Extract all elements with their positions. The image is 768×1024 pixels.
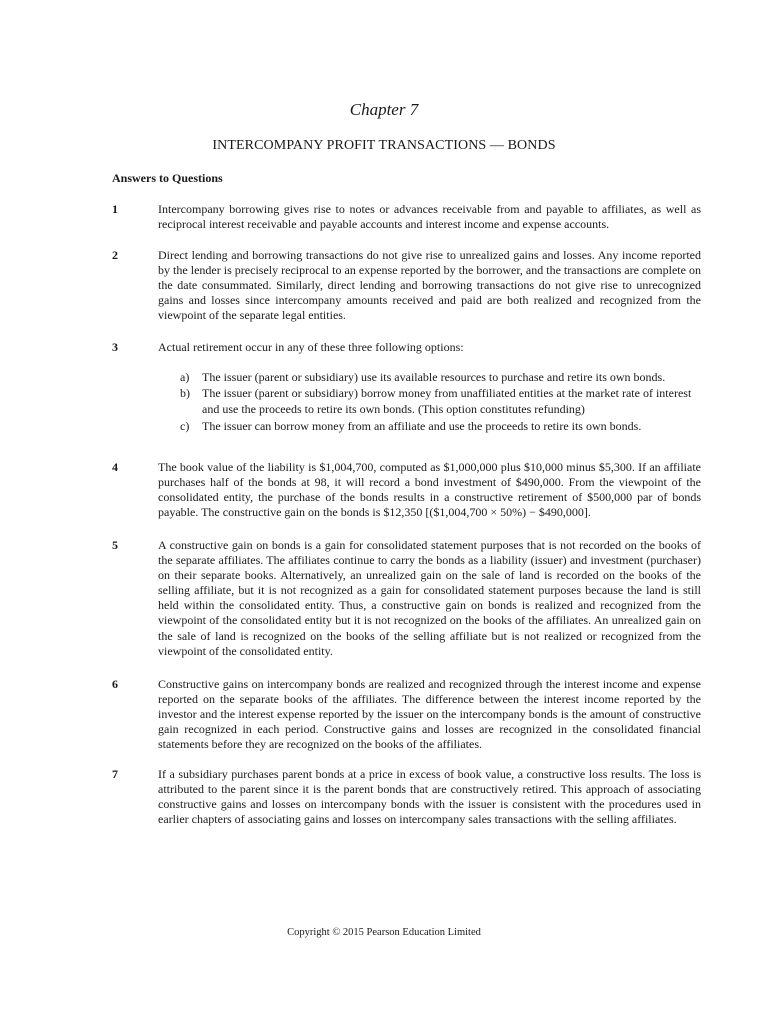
answer-7 xyxy=(112,767,701,827)
answer-4 xyxy=(112,460,701,520)
answer-number: 5 xyxy=(112,538,118,552)
answer-text: A constructive gain on bonds is a gain for consolidated statement purposes that is not recorded on the books of the separate affiliates. The affiliates continue to carry the bonds as a liability (issuer) and investment (purchaser) on their separate books. Alternatively, an unrealized gain on the sale of land is recorded on the books of the selling affiliate, but it is not recognized as a gain for consolidated statement purposes because the land is still held within the consolidated entity. Thus, a constructive gain on bonds is realized and recognized from the viewpoint of the consolidated entity but it is not recognized on the books of the affiliates. An unrealized gain on the sale of land is recognized on the books of the selling affiliate but is not realized or recognized from the viewpoint of the consolidated entity. xyxy=(158,538,701,658)
answer-text: If a subsidiary purchases parent bonds at a price in excess of book value, a constructive loss results. The loss is attributed to the parent since it is the parent bonds that are constructively retired. This approach of associating constructive gains and losses on intercompany bonds with the issuer is consistent with the procedures used in earlier chapters of associating gains and losses on intercompany sales transactions with the selling affiliates. xyxy=(158,767,701,827)
option-item xyxy=(180,418,700,434)
option-text: The issuer (parent or subsidiary) borrow money from unaffiliated entities at the market rate of interest and use the proceeds to retire its own bonds. (This option constitutes refunding) xyxy=(202,386,692,417)
answer-text: Actual retirement occur in any of these three following options: xyxy=(158,340,464,354)
answer-3 xyxy=(112,340,701,355)
chapter-label: Chapter 7 xyxy=(349,100,419,119)
option-item xyxy=(180,369,700,385)
answer-number: 7 xyxy=(112,767,118,781)
answer-1 xyxy=(112,202,701,232)
copyright-footer: Copyright © 2015 Pearson Education Limited xyxy=(287,927,481,938)
page-title: INTERCOMPANY PROFIT TRANSACTIONS — BONDS xyxy=(212,138,556,153)
option-label: a) xyxy=(180,370,190,384)
answer-number: 1 xyxy=(112,202,118,216)
answer-number: 4 xyxy=(112,460,118,474)
option-label: c) xyxy=(180,418,190,433)
answer-number: 2 xyxy=(112,248,118,262)
answer-text: The book value of the liability is $1,004,700, computed as $1,000,000 plus $10,000 minus $5,300. If an affiliate purchases half of the bonds at 98, it will record a bond investment of $490,000. From the viewpoint of the consolidated entity, the purchase of the bonds results in a constructive retirement of $500,000 par of bonds payable. The constructive gain on the bonds is $12,350 [($1,004,700 × 50%) − $490,000]. xyxy=(158,460,701,520)
option-text: The issuer can borrow money from an affiliate and use the proceeds to retire its own bonds. xyxy=(202,418,642,433)
answer-text: Constructive gains on intercompany bonds are realized and recognized through the interest income and expense reported on the separate books of the affiliates. The difference between the interest income reported by the investor and the interest expense reported by the issuer on the intercompany bonds is the amount of constructive gain recognized in each period. Constructive gains and losses are recognized in the consolidated financial statements before they are recognized on the books of the affiliates. xyxy=(158,677,701,752)
option-text: The issuer (parent or subsidiary) use its available resources to purchase and retire its own bonds. xyxy=(202,370,666,384)
option-label: b) xyxy=(180,386,190,401)
answer-number: 3 xyxy=(112,340,118,354)
retirement-options-list xyxy=(180,369,700,434)
answer-6 xyxy=(112,677,701,752)
answer-text: Direct lending and borrowing transactions do not give rise to unrealized gains and losses. Any income reported by the lender is precisely reciprocal to an expense reported by the borrower, and the transactions are complete on the date consummated. Similarly, direct lending and borrowing transactions do not give rise to unrecognized gains and losses since intercompany amounts received and paid are both realized and recognized from the viewpoint of the separate legal entities. xyxy=(158,248,701,323)
section-heading: Answers to Questions xyxy=(112,171,223,185)
answer-5 xyxy=(112,538,701,659)
option-item xyxy=(180,385,700,417)
answer-number: 6 xyxy=(112,677,118,691)
answer-text: Intercompany borrowing gives rise to notes or advances receivable from and payable to affiliates, as well as reciprocal interest receivable and payable accounts and interest income and expense accounts. xyxy=(158,202,701,232)
answer-2 xyxy=(112,248,701,323)
